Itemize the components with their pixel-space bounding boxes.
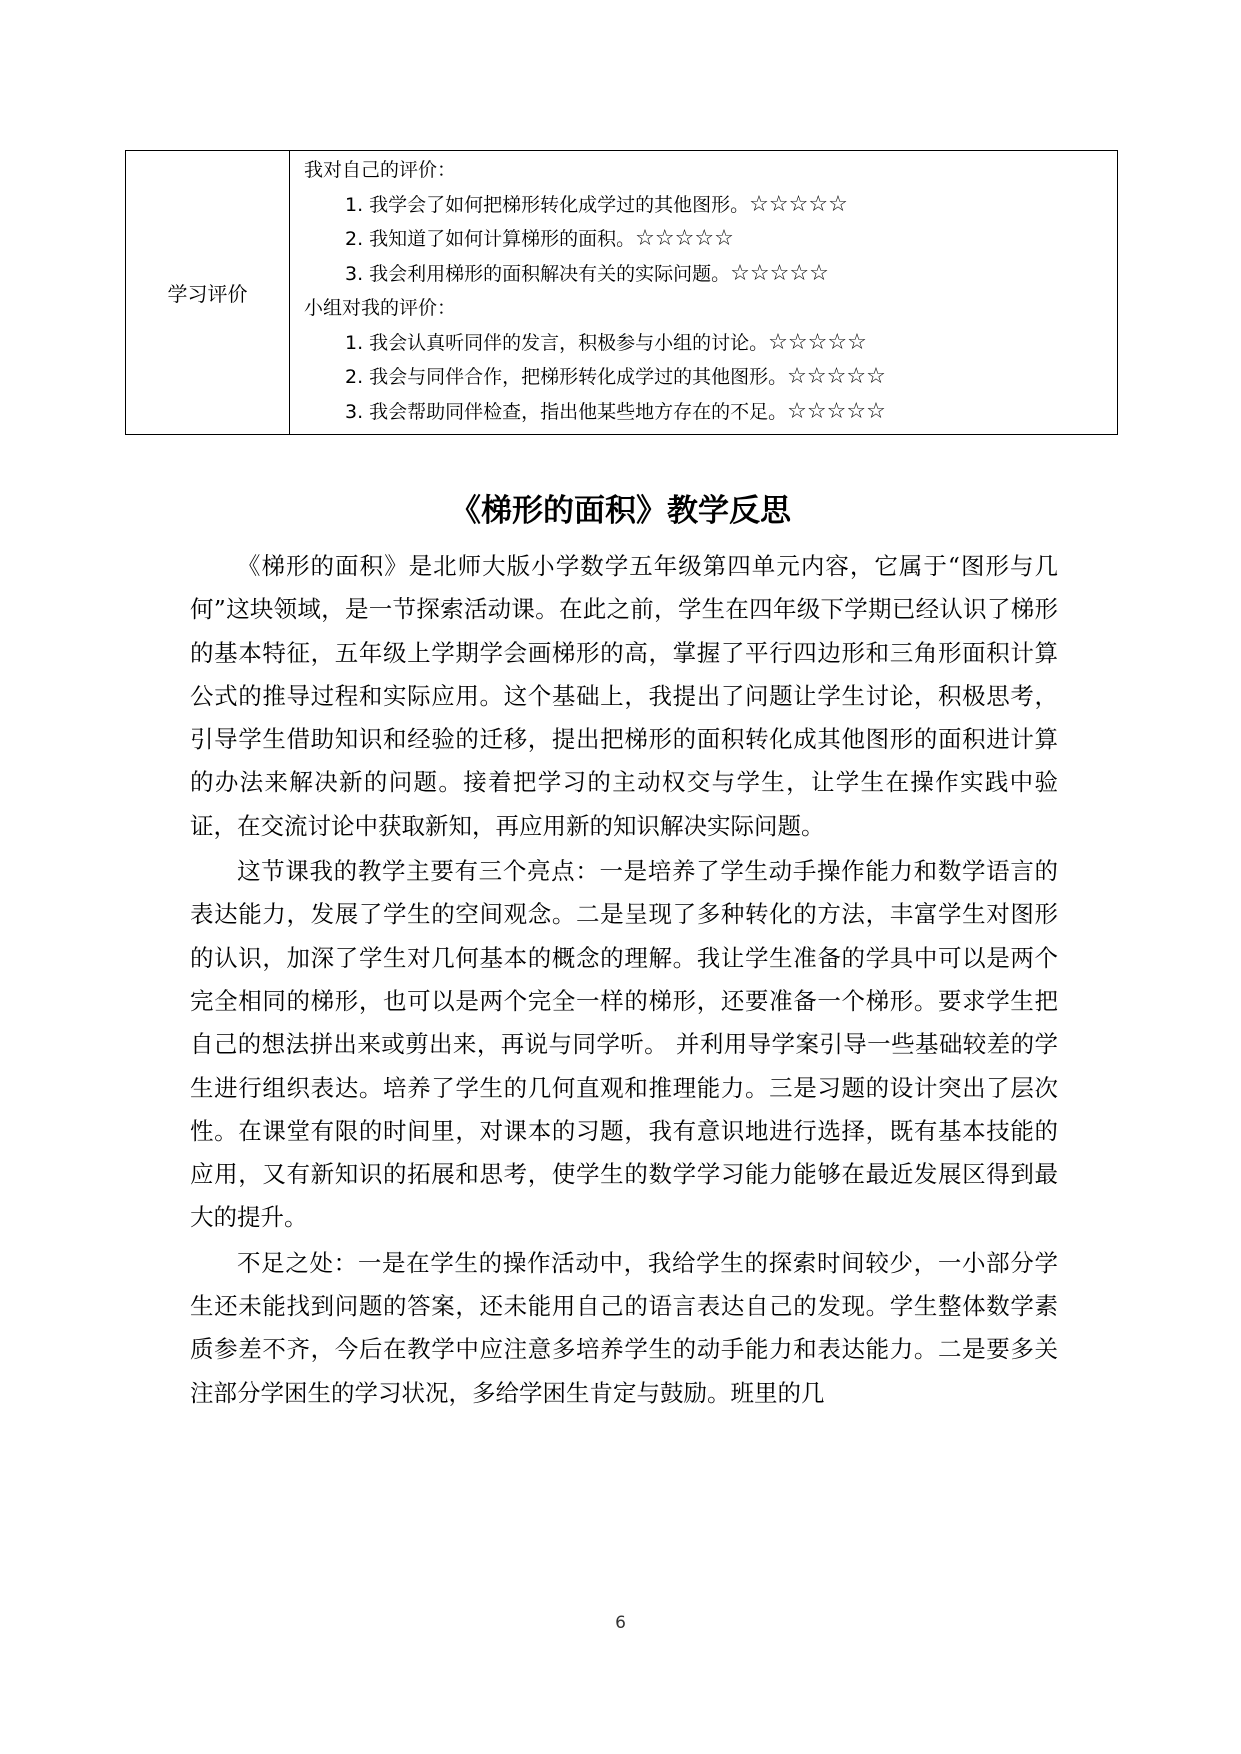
evaluation-label: 学习评价	[126, 151, 290, 434]
evaluation-content	[290, 151, 1117, 434]
star-rating-icon: ☆☆☆☆☆	[787, 398, 886, 424]
evaluation-item-text: 1. 我学会了如何把梯形转化成学过的其他图形。	[345, 193, 750, 216]
star-rating-icon: ☆☆☆☆☆	[730, 260, 829, 286]
group-evaluation-item	[290, 395, 1117, 430]
self-evaluation-item	[290, 257, 1117, 292]
paragraph: 《梯形的面积》是北师大版小学数学五年级第四单元内容，它属于“图形与几何”这块领域，是一节探索活动课。在此之前，学生在四年级下学期已经认识了梯形的基本特征，五年级上学期学会画梯形的高，掌握了平行四边形和三角形面积计算公式的推导过程和实际应用。这个基础上，我提出了问题让学生讨论，积极思考，引导学生借助知识和经验的迁移，提出把梯形的面积转化成其他图形的面积进计算的办法来解决新的问题。接着把学习的主动权交与学生，让学生在操作实践中验证，在交流讨论中获取新知，再应用新的知识解决实际问题。	[190, 552, 1058, 840]
evaluation-item-text: 3. 我会帮助同伴检查，指出他某些地方存在的不足。	[345, 400, 788, 423]
evaluation-item-text: 2. 我知道了如何计算梯形的面积。	[345, 228, 636, 250]
evaluation-table	[125, 150, 1118, 435]
group-evaluation-heading: 小组对我的评价：	[304, 297, 457, 319]
self-evaluation-item	[290, 188, 1117, 223]
paragraph: 不足之处：一是在学生的操作活动中，我给学生的探索时间较少，一小部分学生还未能找到问题的答案，还未能用自己的语言表达自己的发现。学生整体数学素质参差不齐，今后在教学中应注意多培养学生的动手能力和表达能力。二是要多关注部分学困生的学习状况，多给学困生肯定与鼓励。班里的几	[190, 1248, 1058, 1407]
page-number: 6	[615, 1613, 626, 1633]
group-evaluation-item	[290, 326, 1117, 361]
star-rating-icon: ☆☆☆☆☆	[787, 364, 886, 389]
self-evaluation-item	[290, 222, 1117, 257]
star-rating-icon: ☆☆☆☆☆	[635, 226, 734, 251]
self-evaluation-heading: 我对自己的评价：	[304, 159, 457, 181]
evaluation-item-text: 3. 我会利用梯形的面积解决有关的实际问题。	[345, 262, 731, 285]
paragraph: 这节课我的教学主要有三个亮点：一是培养了学生动手操作能力和数学语言的表达能力，发展了学生的空间观念。二是呈现了多种转化的方法，丰富学生对图形的认识，加深了学生对几何基本的概念的理解。我让学生准备的学具中可以是两个完全相同的梯形，也可以是两个完全一样的梯形，还要准备一个梯形。要求学生把自己的想法拼出来或剪出来，再说与同学听。 并利用导学案引导一些基础较差的学生进行组织表达。培养了学生的几何直观和推理能力。三是习题的设计突出了层次性。在课堂有限的时间里，对课本的习题，我有意识地进行选择，既有基本技能的应用，又有新知识的拓展和思考，使学生的数学学习能力能够在最近发展区得到最大的提升。	[190, 857, 1058, 1232]
evaluation-item-text: 1. 我会认真听同伴的发言，积极参与小组的讨论。	[345, 331, 769, 354]
star-rating-icon: ☆☆☆☆☆	[768, 329, 867, 355]
reflection-body	[190, 545, 1058, 1417]
evaluation-item-text: 2. 我会与同伴合作，把梯形转化成学过的其他图形。	[345, 366, 788, 388]
star-rating-icon: ☆☆☆☆☆	[749, 191, 848, 217]
group-evaluation-item	[290, 360, 1117, 395]
document-title: 《梯形的面积》教学反思	[450, 493, 791, 529]
